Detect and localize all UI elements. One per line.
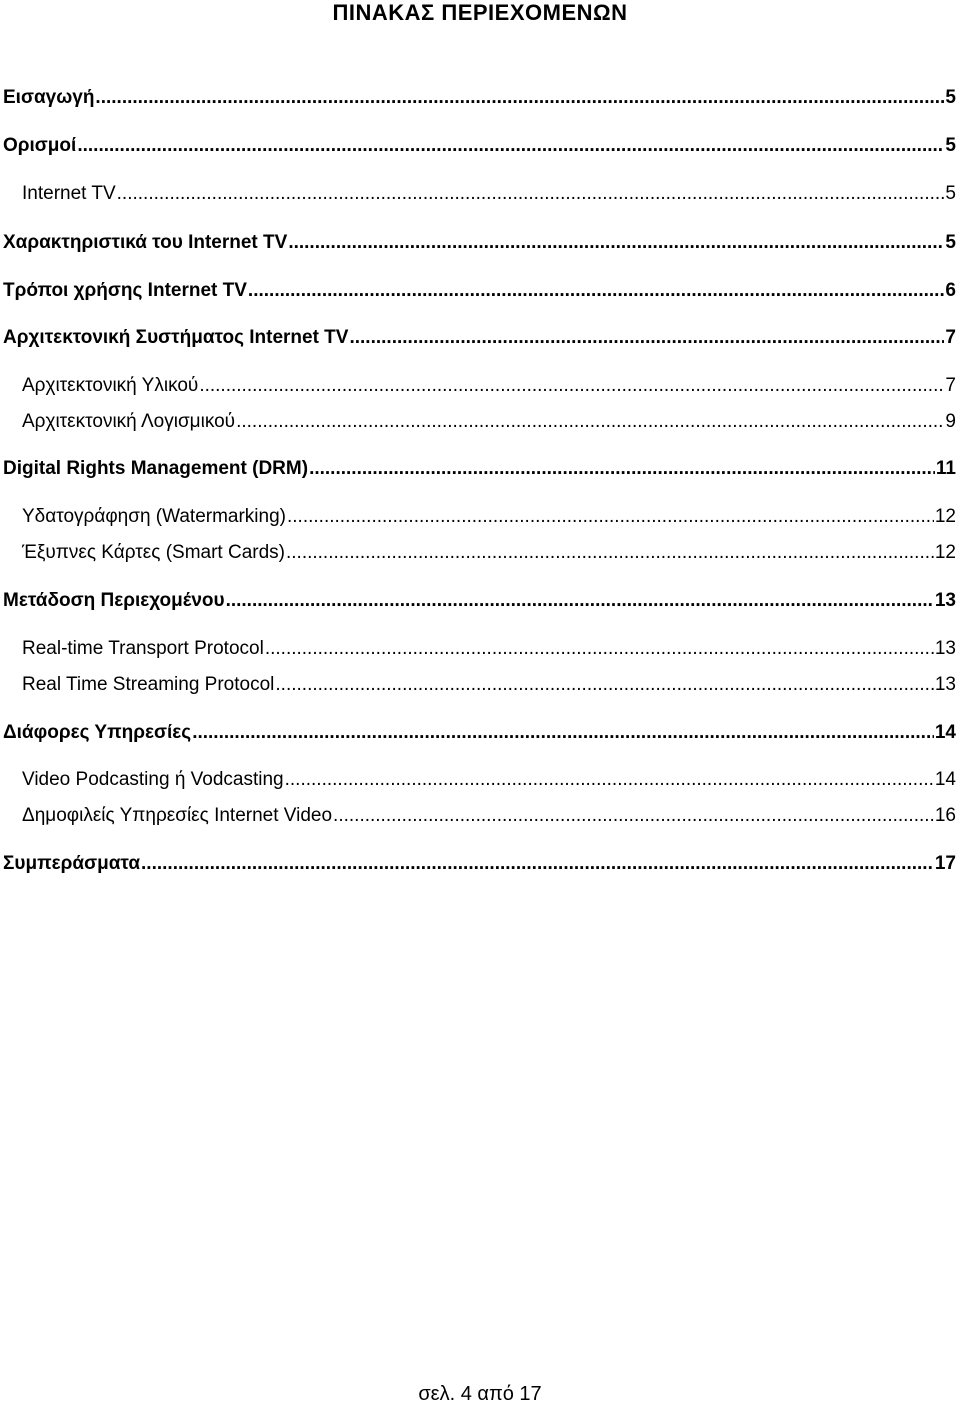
toc-entry-page: 5 [945, 135, 956, 156]
page-number: σελ. 4 από 17 [418, 1383, 542, 1405]
toc-entry-label: Αρχιτεκτονική Λογισμικού [22, 411, 236, 432]
toc-entry-label: Αρχιτεκτονική Υλικού [22, 375, 199, 396]
toc-entry-label: Video Podcasting ή Vodcasting [22, 769, 284, 790]
toc-entry-system-architecture[interactable] [3, 326, 956, 350]
toc-dot-leader [286, 541, 934, 565]
toc-entry-page: 13 [934, 674, 956, 695]
toc-entry-page: 5 [945, 183, 956, 204]
toc-entry-page: 6 [945, 280, 956, 301]
toc-dot-leader [349, 326, 944, 350]
toc-entry-various-services[interactable] [3, 721, 956, 745]
toc-entry-vodcasting[interactable] [22, 768, 956, 792]
toc-entry-page: 12 [934, 542, 956, 563]
toc-entry-usage-modes[interactable] [3, 279, 956, 303]
toc-entry-page: 7 [945, 375, 956, 396]
toc-entry-label: Μετάδοση Περιεχομένου [3, 590, 225, 611]
toc-entry-popular-services[interactable] [22, 804, 956, 828]
toc-entry-page: 17 [934, 853, 956, 874]
toc-entry-rtp[interactable] [22, 637, 956, 661]
toc-entry-conclusions[interactable] [3, 852, 956, 876]
toc-entry-content-delivery[interactable] [3, 589, 956, 613]
toc-entry-page: 14 [934, 769, 956, 790]
toc-entry-label: Digital Rights Management (DRM) [3, 458, 309, 479]
toc-entry-smart-cards[interactable] [22, 541, 956, 565]
toc-entry-label: Αρχιτεκτονική Συστήματος Internet TV [3, 327, 349, 348]
toc-entry-label: Υδατογράφηση (Watermarking) [22, 506, 286, 527]
toc-dot-leader [287, 505, 934, 529]
toc-entry-label: Χαρακτηριστικά του Internet TV [3, 232, 288, 253]
toc-entry-label: Ορισμοί [3, 135, 77, 156]
toc-entry-page: 7 [945, 327, 956, 348]
toc-entry-label: Τρόποι χρήσης Internet TV [3, 280, 247, 301]
toc-entry-characteristics[interactable] [3, 231, 956, 255]
toc-entry-orismoi[interactable] [3, 134, 956, 158]
toc-dot-leader [95, 86, 944, 110]
toc-entry-label: Real-time Transport Protocol [22, 638, 264, 659]
toc-dot-leader [117, 182, 945, 206]
toc-entry-page: 13 [934, 590, 956, 611]
toc-dot-leader [77, 134, 944, 158]
toc-dot-leader [199, 374, 944, 398]
page-footer [0, 1382, 960, 1406]
toc-dot-leader [248, 279, 945, 303]
toc-entry-page: 5 [945, 232, 956, 253]
toc-entry-page: 11 [935, 458, 956, 479]
toc-dot-leader [275, 673, 933, 697]
toc-entry-page: 14 [934, 722, 956, 743]
toc-dot-leader [285, 768, 934, 792]
toc-dot-leader [226, 589, 934, 613]
toc-entry-drm[interactable] [3, 457, 956, 481]
toc-entry-label: Internet TV [22, 183, 116, 204]
toc-title: ΠΙΝΑΚΑΣ ΠΕΡΙΕΧΟΜΕΝΩΝ [332, 0, 628, 25]
toc-dot-leader [288, 231, 944, 255]
toc-dot-leader [265, 637, 934, 661]
toc-entry-label: Εισαγωγή [3, 87, 95, 108]
toc-entry-label: Έξυπνες Κάρτες (Smart Cards) [22, 542, 285, 563]
toc-entry-software-architecture[interactable] [22, 410, 956, 434]
toc-entry-label: Συμπεράσματα [3, 853, 141, 874]
toc-entry-internet-tv[interactable] [22, 182, 956, 206]
toc-entry-page: 9 [945, 411, 956, 432]
toc-entry-eisagogi[interactable] [3, 86, 956, 110]
toc-dot-leader [192, 721, 934, 745]
toc-dot-leader [333, 804, 934, 828]
toc-dot-leader [141, 852, 934, 876]
toc-entry-rtsp[interactable] [22, 673, 956, 697]
toc-entry-page: 12 [934, 506, 956, 527]
toc-entry-label: Real Time Streaming Protocol [22, 674, 275, 695]
toc-entry-page: 16 [934, 805, 956, 826]
toc-entry-page: 13 [934, 638, 956, 659]
toc-entry-label: Διάφορες Υπηρεσίες [3, 722, 192, 743]
toc-entry-watermarking[interactable] [22, 505, 956, 529]
toc-entry-label: Δημοφιλείς Υπηρεσίες Internet Video [22, 805, 333, 826]
toc-dot-leader [309, 457, 935, 481]
toc-entry-page: 5 [945, 87, 956, 108]
toc-dot-leader [236, 410, 944, 434]
toc-entry-hardware-architecture[interactable] [22, 374, 956, 398]
